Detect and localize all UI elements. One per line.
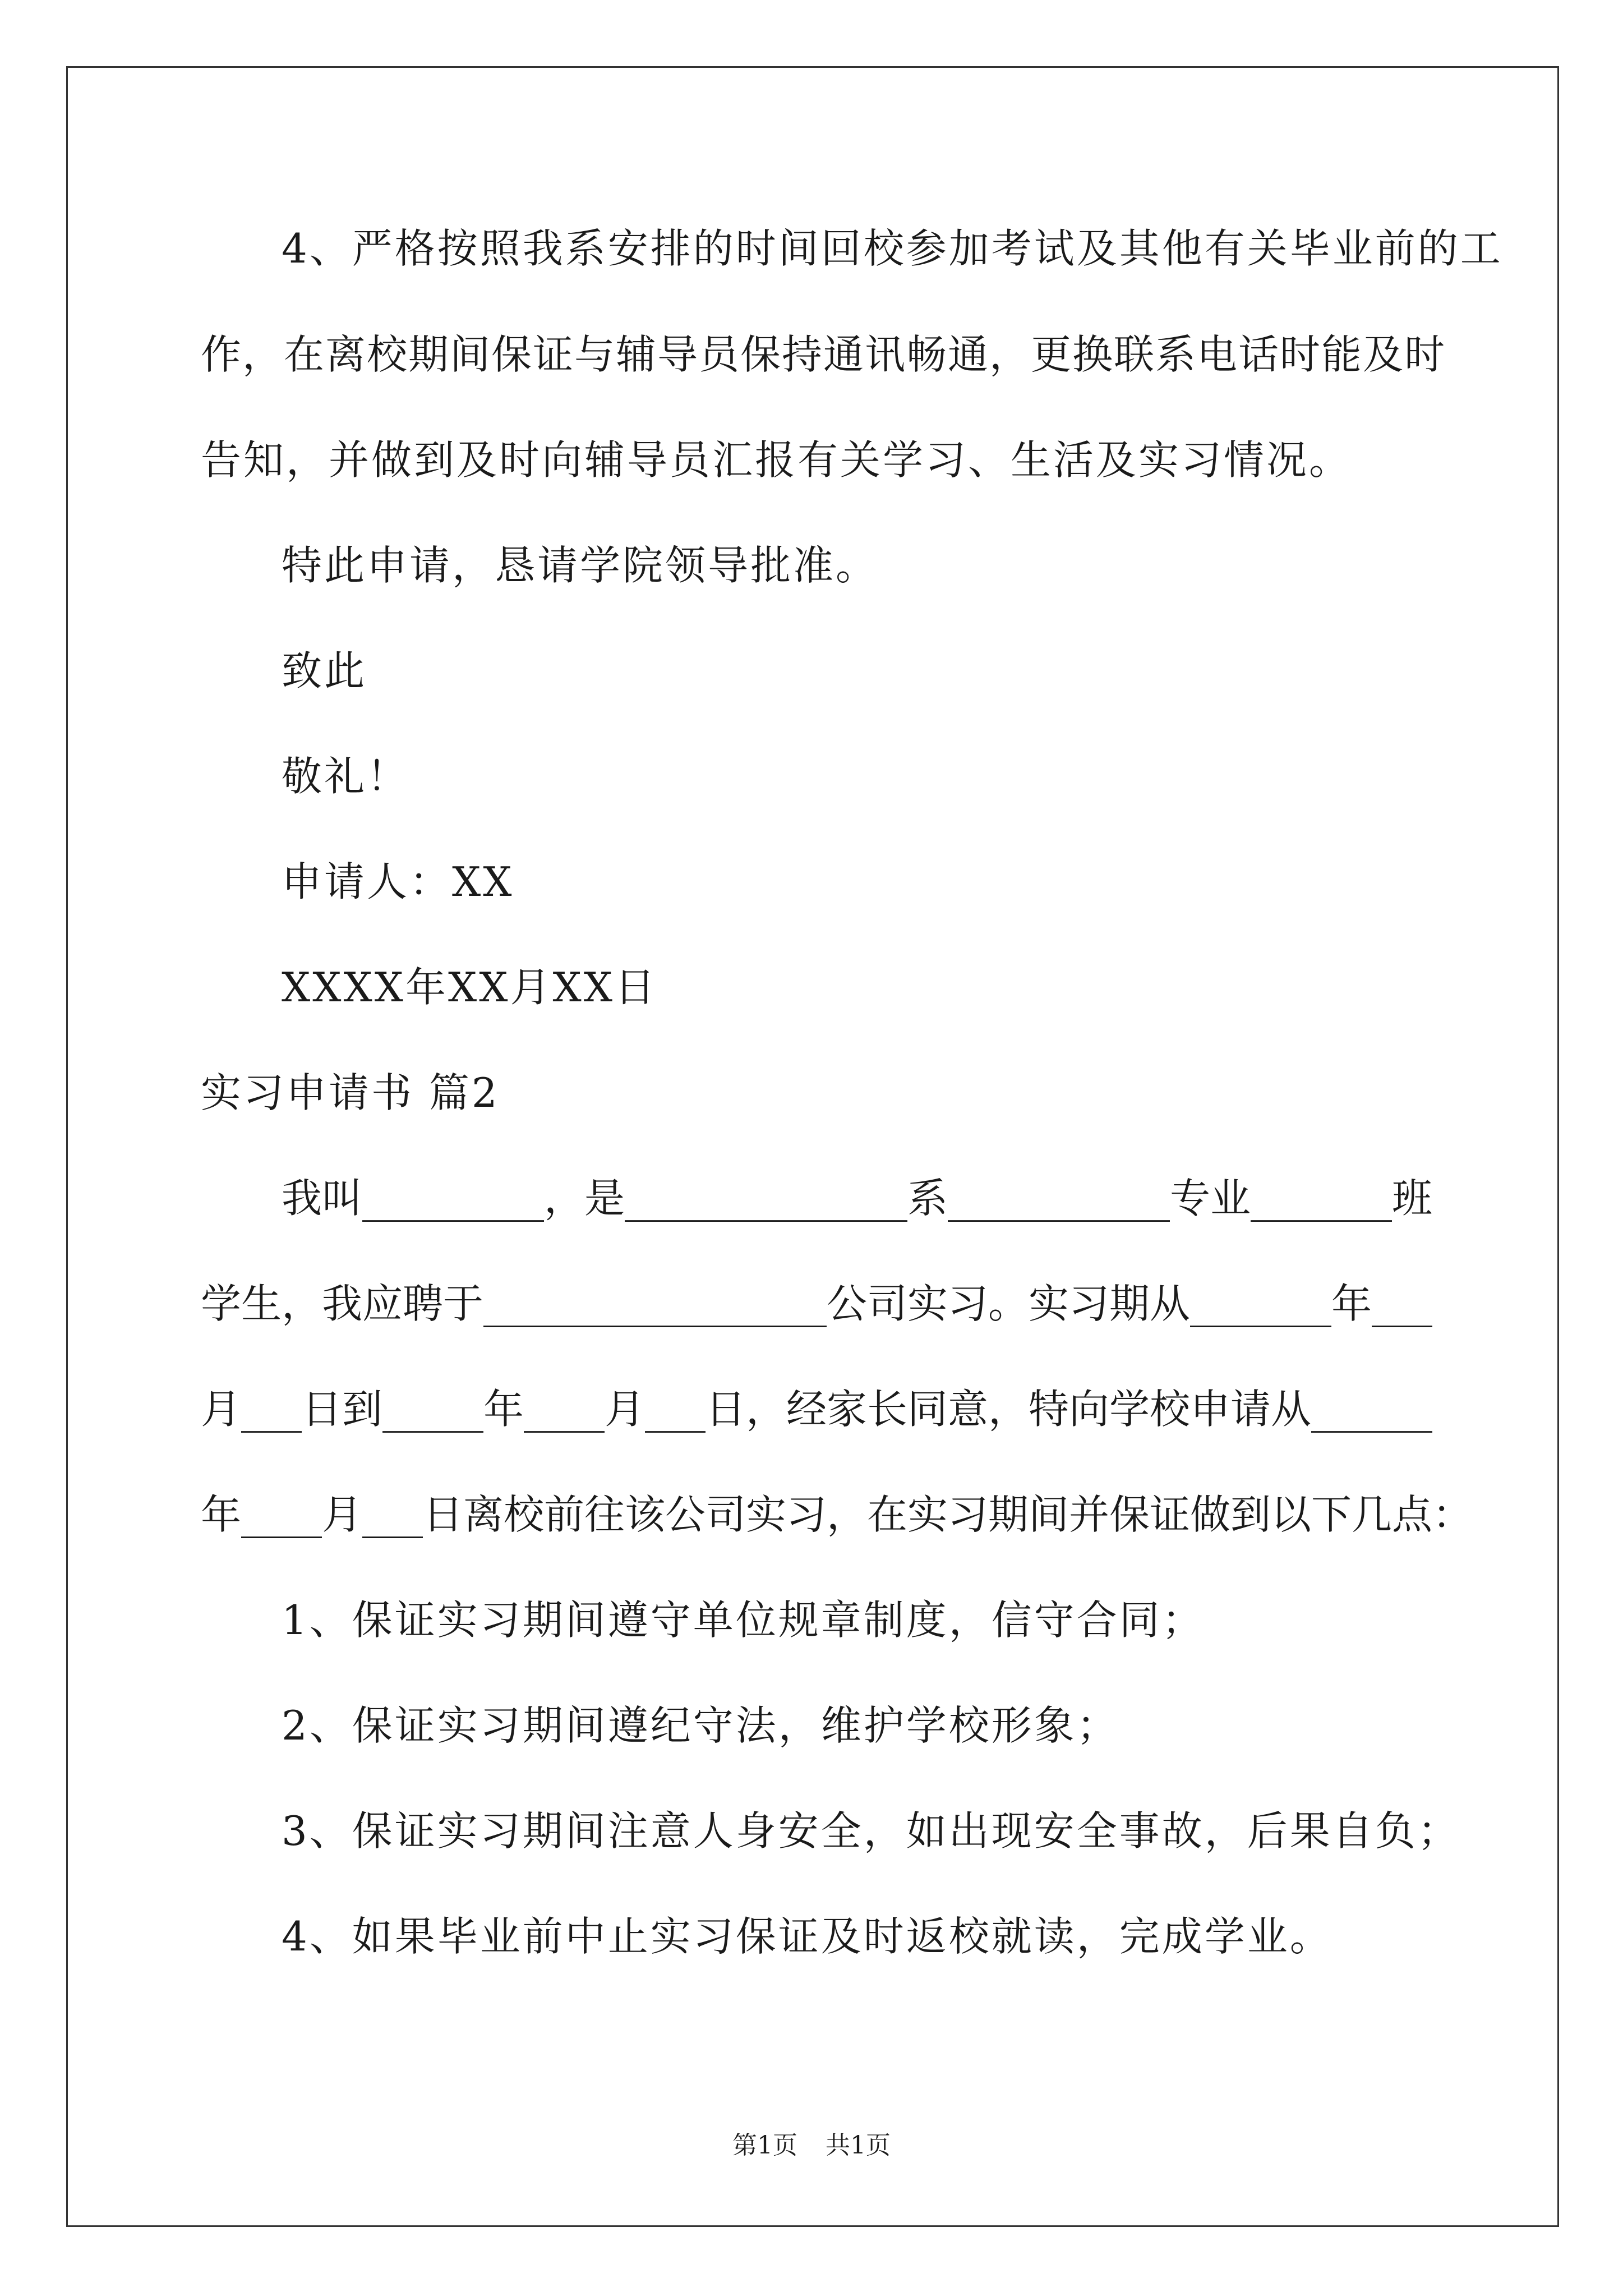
applicant-name: 申请人：XX xyxy=(282,858,514,905)
list-item-3: 3、保证实习期间注意人身安全，如出现安全事故，后果自负； xyxy=(282,1807,1460,1855)
paragraph-line-2: 作，在离校期间保证与辅导员保持通讯畅通，更换联系电话时能及时 xyxy=(201,331,1446,378)
paragraph-line-4: 我叫_________，是______________系___________专业_______班 xyxy=(282,1175,1432,1222)
paragraph-line-6: 月___日到_____年____月___日，经家长同意，特向学校申请从______ xyxy=(201,1386,1433,1433)
page-number-total: 共1页 xyxy=(826,2131,891,2160)
page-number-current: 第1页 xyxy=(732,2131,797,2160)
list-item-1: 1、保证实习期间遵守单位规章制度，信守合同； xyxy=(282,1596,1205,1644)
salutation-line-1: 致此 xyxy=(282,647,367,694)
page-border xyxy=(66,66,1559,2227)
list-item-2: 2、保证实习期间遵纪守法，维护学校形象； xyxy=(282,1702,1119,1749)
section-heading: 实习申请书 篇2 xyxy=(201,1069,500,1116)
paragraph-line-3: 告知，并做到及时向辅导员汇报有关学习、生活及实习情况。 xyxy=(201,436,1352,484)
salutation-line-2: 敬礼！ xyxy=(282,753,410,800)
list-item-4: 4、如果毕业前中止实习保证及时返校就读，完成学业。 xyxy=(282,1913,1332,1960)
page-footer xyxy=(0,2129,1623,2162)
paragraph-line-7: 年____月___日离校前往该公司实习，在实习期间并保证做到以下几点： xyxy=(201,1491,1473,1538)
paragraph-line-5: 学生，我应聘于_________________公司实习。实习期从_______年___ xyxy=(201,1280,1433,1327)
application-date: XXXX年XX月XX日 xyxy=(282,964,658,1011)
paragraph-line-1: 4、严格按照我系安排的时间回校参加考试及其他有关毕业前的工 xyxy=(282,225,1503,272)
closing-request: 特此申请，恳请学院领导批准。 xyxy=(282,542,879,589)
